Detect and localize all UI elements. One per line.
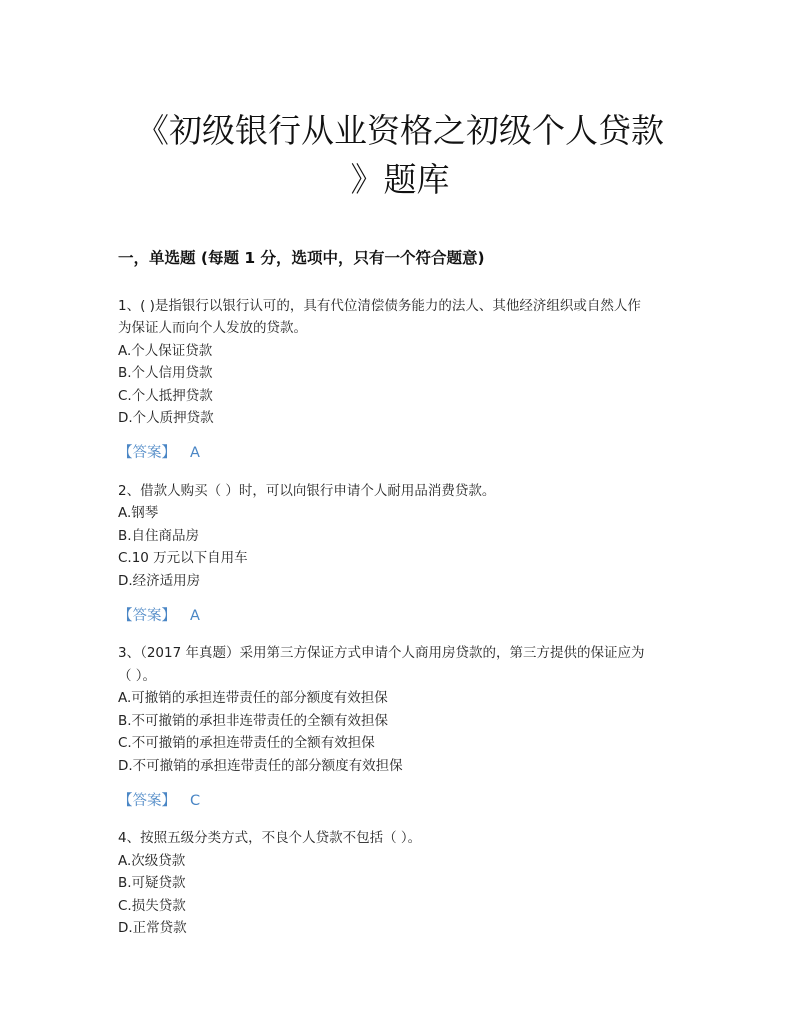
- question-3-answer: [118, 790, 200, 812]
- question-3-text-line-2: （ ）。: [118, 668, 157, 684]
- document-title-line-1: 《初级银行从业资格之初级个人贷款: [136, 111, 664, 150]
- question-1-option-c: C.个人抵押贷款: [118, 388, 213, 404]
- question-3-option-a: A.可撤销的承担连带责任的部分额度有效担保: [118, 690, 388, 706]
- question-3-text-line-1: 3、（2017 年真题）采用第三方保证方式申请个人商用房贷款的，第三方提供的保证应为: [118, 645, 645, 661]
- question-1-answer: [118, 442, 200, 464]
- answer-value: A: [190, 445, 200, 461]
- answer-label: 【答案】: [118, 793, 176, 809]
- question-4-option-b: B.可疑贷款: [118, 875, 186, 891]
- question-2-answer: [118, 605, 200, 627]
- question-1-text-line-2: 为保证人而向个人发放的贷款。: [118, 320, 307, 336]
- section-heading: 一，单选题 (每题 1 分，选项中，只有一个符合题意): [118, 249, 485, 267]
- question-4-option-c: C.损失贷款: [118, 898, 186, 914]
- question-2-option-b: B.自住商品房: [118, 528, 200, 544]
- document-title-line-2: 》题库: [350, 160, 450, 199]
- question-3-option-c: C.不可撤销的承担连带责任的全额有效担保: [118, 735, 375, 751]
- question-3-option-b: B.不可撤销的承担非连带责任的全额有效担保: [118, 713, 389, 729]
- question-3-option-d: D.不可撤销的承担连带责任的部分额度有效担保: [118, 758, 403, 774]
- question-1-option-a: A.个人保证贷款: [118, 343, 213, 359]
- question-1-option-b: B.个人信用贷款: [118, 365, 213, 381]
- question-2-option-c: C.10 万元以下自用车: [118, 550, 248, 566]
- answer-label: 【答案】: [118, 608, 176, 624]
- question-1-text-line-1: 1、( )是指银行以银行认可的，具有代位清偿债务能力的法人、其他经济组织或自然人作: [118, 298, 641, 314]
- question-2-option-d: D.经济适用房: [118, 573, 201, 589]
- question-4-text-line-1: 4、按照五级分类方式，不良个人贷款不包括（ ）。: [118, 830, 422, 846]
- question-2-text-line-1: 2、借款人购买（ ）时，可以向银行申请个人耐用品消费贷款。: [118, 483, 496, 499]
- question-4-option-d: D.正常贷款: [118, 920, 187, 936]
- question-2-option-a: A.钢琴: [118, 505, 159, 521]
- question-4-option-a: A.次级贷款: [118, 853, 186, 869]
- question-1-option-d: D.个人质押贷款: [118, 410, 214, 426]
- answer-value: C: [190, 793, 201, 809]
- answer-value: A: [190, 608, 200, 624]
- answer-label: 【答案】: [118, 445, 176, 461]
